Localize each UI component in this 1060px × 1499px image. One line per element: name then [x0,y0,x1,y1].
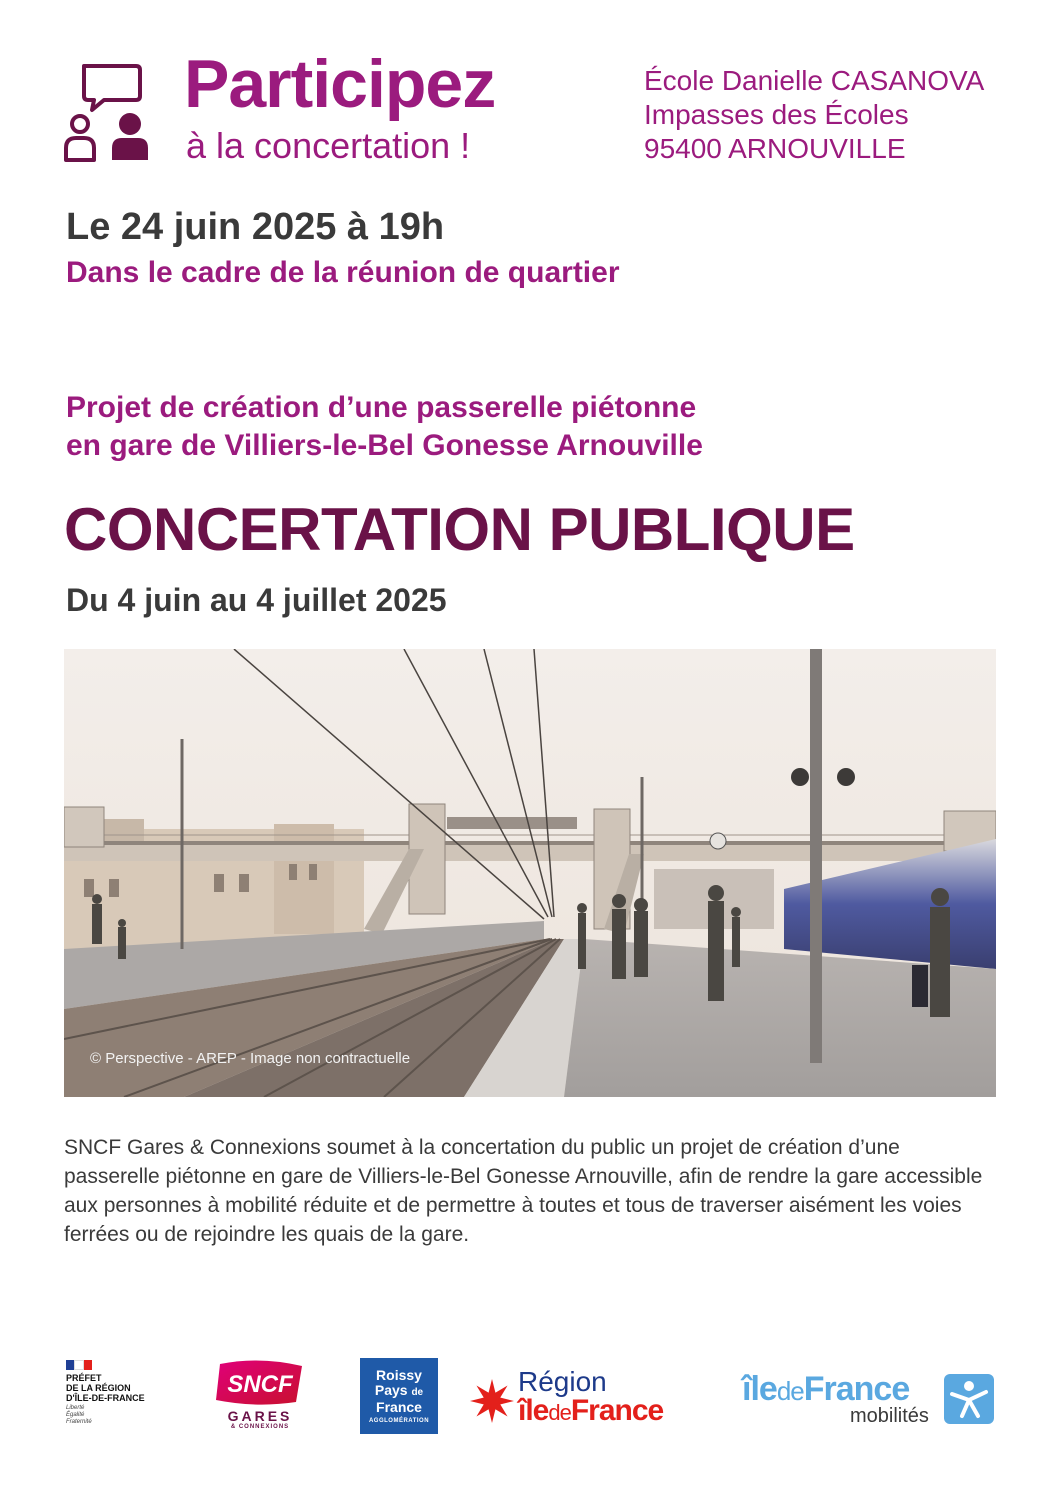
sncf-badge-icon [214,1358,306,1406]
sncf-gares-connexions-logo [214,1358,306,1434]
roissy-line: AGGLOMÉRATION [368,1418,430,1424]
participation-icon [62,62,154,166]
region-ile-de-france-logo [470,1368,706,1432]
station-photo [64,649,996,1097]
photo-credit: © Perspective - AREP - Image non contractuelle [90,1050,411,1067]
svg-text:SNCF: SNCF [227,1371,293,1398]
french-flag-icon [66,1360,92,1370]
roissy-pays-de-france-logo [360,1358,438,1434]
address-line: École Danielle CASANOVA [644,65,985,96]
sncf-gares-label: GARES [227,1408,293,1424]
project-title-line: Projet de création d’une passerelle piétonne [66,391,697,424]
meeting-context: Dans le cadre de la réunion de quartier [66,256,620,289]
prefet-motto: Liberté Égalité Fraternité [66,1405,92,1425]
venue-address [644,64,984,166]
region-name: îledeFrance [518,1394,664,1427]
roissy-line: Pays de [374,1382,424,1398]
meeting-date: Le 24 juin 2025 à 19h [66,206,445,248]
ile-de-france-mobilites-logo [742,1372,996,1432]
consultation-period: Du 4 juin au 4 juillet 2025 [66,582,447,618]
project-description: SNCF Gares & Connexions soumet à la concertation du public un projet de création d’une passerelle piétonne en gare de Villiers-le-Bel Gonesse Arnouville, afin de rendre la gare accessible aux personnes à mobilité réduite et de permettre à toutes et tous de traverser aisément les voies ferrées ou de rejoindre les quais de la gare. [64,1136,983,1246]
region-word: Région [518,1366,607,1397]
sncf-connexions-label: & CONNEXIONS [230,1424,290,1430]
idfm-person-icon [944,1374,994,1424]
project-title-line: en gare de Villiers-le-Bel Gonesse Arnouville [66,429,703,462]
address-line: 95400 ARNOUVILLE [644,133,906,164]
page-title: Participez [184,46,496,122]
idfm-name: îledeFrance [742,1370,910,1408]
roissy-line: Roissy [376,1367,422,1383]
page-subtitle: à la concertation ! [186,125,471,166]
idfm-subtitle: mobilités [850,1405,929,1427]
address-line: Impasses des Écoles [644,99,909,130]
prefet-logo [66,1360,166,1430]
prefet-name: PRÉFET DE LA RÉGION D'ÎLE-DE-FRANCE [66,1373,145,1403]
roissy-line: France [376,1399,422,1415]
region-star-icon [470,1376,514,1426]
headline: CONCERTATION PUBLIQUE [64,496,855,563]
project-title [66,389,966,465]
